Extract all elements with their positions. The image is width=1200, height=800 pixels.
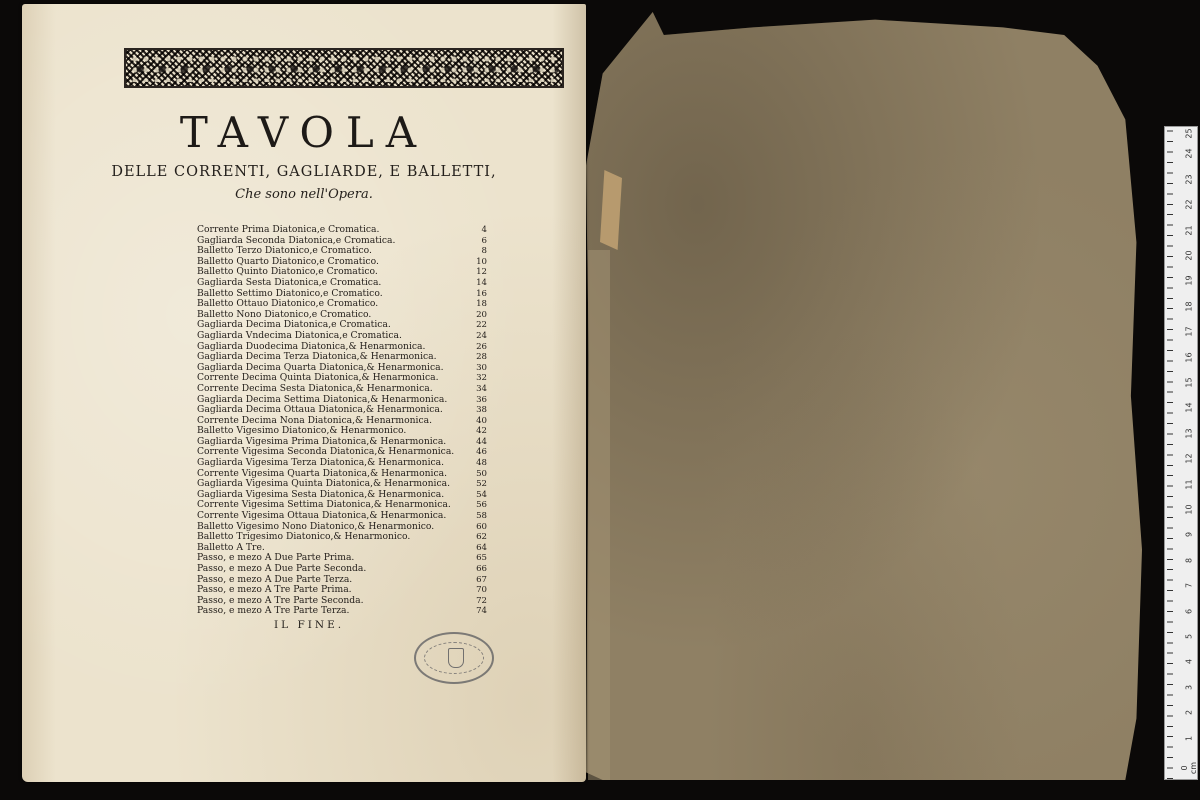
ruler-label: 20 — [1184, 250, 1194, 261]
toc-page-number: 24 — [476, 330, 487, 341]
ruler-label: 9 — [1184, 532, 1194, 538]
toc-page-number: 6 — [481, 235, 487, 246]
table-of-contents — [197, 225, 487, 617]
toc-entry: Gagliarda Vndecima Diatonica,e Cromatica. — [197, 329, 402, 341]
toc-page-number: 44 — [476, 436, 487, 447]
toc-entry: Corrente Decima Sesta Diatonica,& Henarmonica. — [197, 382, 433, 394]
headpiece-pattern — [130, 54, 558, 82]
toc-page-number: 14 — [476, 277, 487, 288]
toc-page-number: 67 — [476, 574, 487, 585]
toc-entry: Balletto Vigesimo Diatonico,& Henarmonico. — [197, 425, 407, 437]
list-item — [197, 331, 487, 342]
toc-entry: Balletto Settimo Diatonico,e Cromatico. — [197, 287, 383, 299]
toc-entry: Gagliarda Seconda Diatonica,e Cromatica. — [197, 234, 396, 246]
ruler-label: 23 — [1184, 174, 1194, 185]
toc-page-number: 12 — [476, 267, 487, 278]
toc-page-number: 18 — [476, 299, 487, 310]
toc-entry: Balletto Vigesimo Nono Diatonico,& Henarmonico. — [197, 520, 435, 532]
toc-page-number: 36 — [476, 394, 487, 405]
toc-entry: Gagliarda Sesta Diatonica,e Cromatica. — [197, 276, 382, 288]
list-item — [197, 564, 487, 575]
toc-entry: Balletto A Tre. — [197, 541, 265, 553]
toc-entry: Passo, e mezo A Tre Parte Prima. — [197, 584, 352, 596]
toc-entry: Corrente Decima Nona Diatonica,& Henarmonica. — [197, 414, 433, 426]
toc-entry: Corrente Vigesima Seconda Diatonica,& Henarmonica. — [197, 446, 455, 458]
toc-page-number: 66 — [476, 564, 487, 574]
ruler-label: 10 — [1184, 504, 1194, 515]
ruler-label: 11 — [1184, 479, 1194, 490]
toc-entry: Balletto Ottauo Diatonico,e Cromatico. — [197, 298, 379, 310]
ornamental-headpiece — [124, 48, 564, 88]
ruler-label: 19 — [1184, 275, 1194, 286]
measurement-ruler — [1164, 126, 1198, 780]
toc-page-number: 22 — [476, 320, 487, 331]
stamp-crest-icon — [448, 648, 464, 668]
toc-page-number: 64 — [476, 542, 487, 553]
toc-page-number: 60 — [476, 521, 487, 532]
toc-page-number: 32 — [476, 373, 487, 384]
toc-entry: Gagliarda Decima Ottaua Diatonica,& Henarmonica. — [197, 404, 443, 416]
ruler-label: 0 cm — [1180, 761, 1198, 775]
library-stamp — [414, 632, 494, 684]
toc-page-number: 8 — [481, 246, 487, 257]
spine-edge — [588, 250, 610, 780]
page-subtitle-italic: Che sono nell'Opera. — [235, 187, 373, 202]
toc-page-number: 42 — [476, 426, 487, 437]
toc-entry: Corrente Vigesima Settima Diatonica,& Henarmonica. — [197, 499, 451, 511]
toc-entry: Gagliarda Vigesima Quinta Diatonica,& Henarmonica. — [197, 478, 450, 490]
list-item — [197, 606, 487, 617]
toc-entry: Gagliarda Decima Settima Diatonica,& Henarmonica. — [197, 393, 448, 405]
toc-entry: Gagliarda Vigesima Terza Diatonica,& Henarmonica. — [197, 457, 445, 469]
colophon-finis: IL FINE. — [274, 619, 345, 631]
toc-page-number: 56 — [476, 500, 487, 511]
list-item — [197, 225, 487, 236]
toc-page-number: 30 — [476, 362, 487, 373]
toc-entry: Corrente Decima Quinta Diatonica,& Henarmonica. — [197, 372, 439, 384]
ruler-label: 5 — [1184, 633, 1194, 640]
ruler-label: 16 — [1184, 352, 1194, 363]
toc-entry: Balletto Quinto Diatonico,e Cromatico. — [197, 266, 378, 278]
toc-entry: Gagliarda Decima Diatonica,e Cromatica. — [197, 319, 391, 331]
toc-entry: Corrente Vigesima Ottaua Diatonica,& Henarmonica. — [197, 510, 447, 522]
page-title: TAVOLA — [179, 108, 429, 157]
toc-entry: Gagliarda Duodecima Diatonica,& Henarmonica. — [197, 340, 426, 352]
toc-entry: Corrente Vigesima Quarta Diatonica,& Henarmonica. — [197, 467, 448, 479]
toc-entry: Gagliarda Decima Quarta Diatonica,& Henarmonica. — [197, 361, 444, 373]
ruler-label: 21 — [1184, 225, 1194, 236]
ruler-label: 2 — [1184, 710, 1194, 716]
toc-entry: Balletto Trigesimo Diatonico,& Henarmonico. — [197, 531, 411, 543]
toc-page-number: 50 — [476, 468, 487, 479]
toc-entry: Passo, e mezo A Tre Parte Terza. — [197, 605, 350, 617]
toc-page-number: 65 — [476, 553, 487, 564]
ruler-label: 22 — [1184, 199, 1194, 210]
toc-page-number: 34 — [476, 383, 487, 394]
toc-page-number: 4 — [481, 225, 487, 235]
toc-page-number: 62 — [476, 532, 487, 543]
ruler-label: 6 — [1184, 608, 1194, 614]
toc-entry: Gagliarda Vigesima Sesta Diatonica,& Henarmonica. — [197, 488, 445, 500]
ruler-label: 1 — [1184, 735, 1194, 741]
blank-cover-page — [586, 12, 1142, 780]
toc-page-number: 46 — [476, 447, 487, 458]
toc-entry: Corrente Prima Diatonica,e Cromatica. — [197, 224, 380, 235]
toc-entry: Gagliarda Decima Terza Diatonica,& Henarmonica. — [197, 351, 437, 363]
toc-page-number: 26 — [476, 341, 487, 352]
toc-entry: Balletto Terzo Diatonico,e Cromatico. — [197, 245, 372, 257]
toc-page-number: 10 — [476, 256, 487, 267]
page-subtitle: DELLE CORRENTI, GAGLIARDE, E BALLETTI, — [111, 164, 497, 180]
ruler-label: 14 — [1184, 402, 1194, 413]
toc-page-number: 74 — [476, 606, 487, 617]
toc-page-number: 70 — [476, 585, 487, 596]
toc-entry: Gagliarda Vigesima Prima Diatonica,& Henarmonica. — [197, 435, 447, 447]
toc-page-number: 20 — [476, 309, 487, 320]
toc-page-number: 54 — [476, 489, 487, 500]
toc-entry: Balletto Nono Diatonico,e Cromatico. — [197, 308, 372, 320]
toc-entry: Passo, e mezo A Tre Parte Seconda. — [197, 594, 364, 606]
toc-page-number: 58 — [476, 511, 487, 522]
ruler-label: 24 — [1184, 148, 1194, 159]
ruler-label: 13 — [1184, 428, 1194, 439]
toc-entry: Passo, e mezo A Due Parte Prima. — [197, 552, 355, 564]
toc-page-number: 48 — [476, 458, 487, 469]
ruler-label: 17 — [1184, 326, 1194, 337]
ruler-label: 15 — [1184, 377, 1194, 388]
ruler-label: 8 — [1184, 557, 1194, 563]
ruler-label: 25 — [1184, 128, 1194, 139]
ruler-label: 12 — [1184, 453, 1194, 464]
toc-page-number: 40 — [476, 415, 487, 426]
list-item — [197, 278, 487, 289]
ruler-label: 3 — [1184, 684, 1194, 690]
toc-page-number: 72 — [476, 595, 487, 606]
toc-entry: Passo, e mezo A Due Parte Seconda. — [197, 563, 367, 574]
toc-page-number: 28 — [476, 352, 487, 363]
ruler-label: 18 — [1184, 301, 1194, 312]
printed-page — [22, 4, 586, 782]
toc-page-number: 16 — [476, 288, 487, 299]
toc-entry: Balletto Quarto Diatonico,e Cromatico. — [197, 255, 379, 267]
list-item — [197, 384, 487, 395]
ruler-label: 4 — [1184, 659, 1194, 665]
toc-page-number: 38 — [476, 405, 487, 416]
toc-entry: Passo, e mezo A Due Parte Terza. — [197, 573, 353, 585]
toc-page-number: 52 — [476, 479, 487, 490]
ruler-label: 7 — [1184, 583, 1194, 589]
